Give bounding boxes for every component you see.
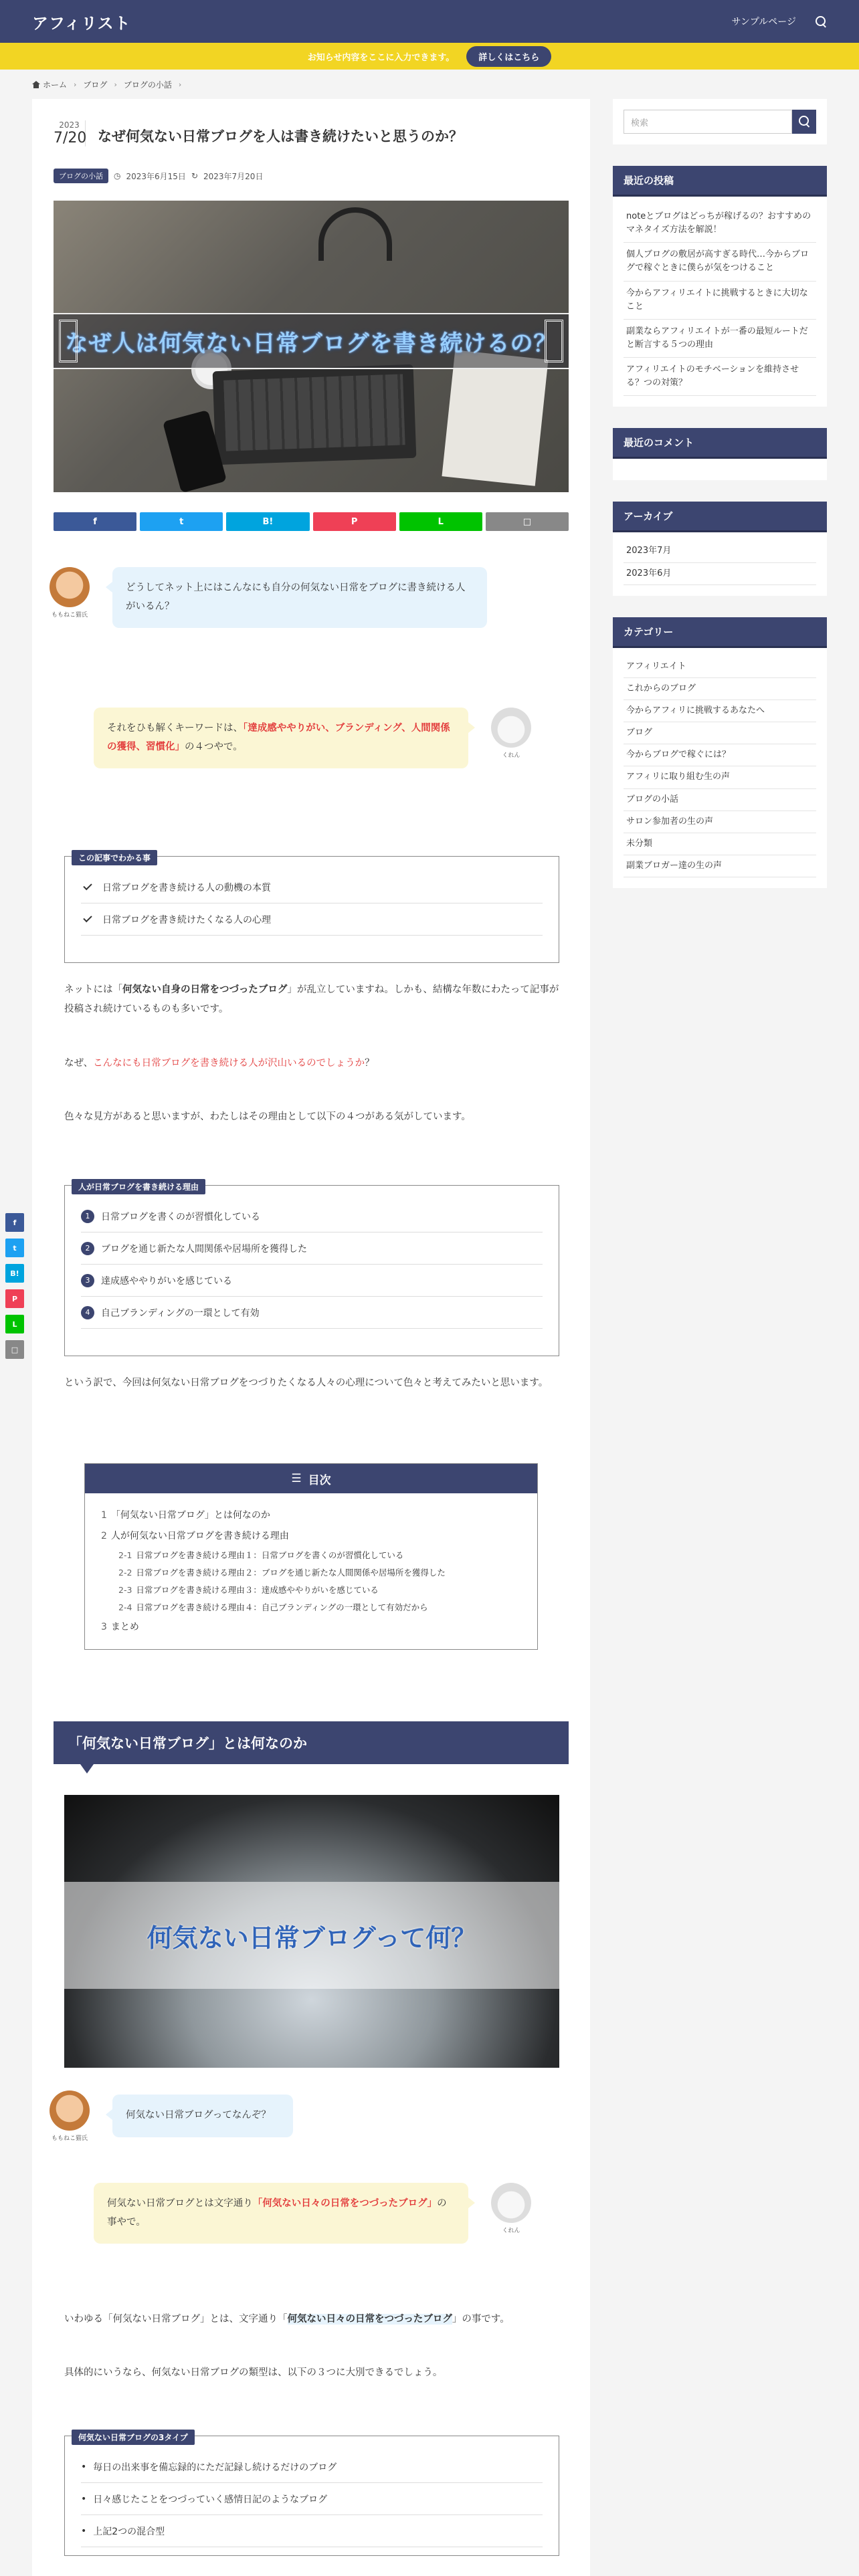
toc-header: ☰ 目次: [85, 1464, 537, 1493]
search-widget: [613, 99, 827, 144]
recent-post-link[interactable]: 副業ならアフィリエイトが一番の最短ルートだと断言する５つの理由: [624, 320, 816, 358]
avatar-label: くれん: [502, 2228, 520, 2234]
toc-subitem[interactable]: 2-1 日常ブログを書き続ける理由１：日常ブログを書くのが習慣化している: [118, 1549, 404, 1560]
types-box: [64, 2433, 559, 2556]
toc-subitem[interactable]: 2-4 日常ブログを書き続ける理由４：自己ブランディングの一環として有効だから: [118, 1602, 428, 1613]
image-band: [64, 1882, 559, 1989]
share-buttons: [54, 512, 569, 531]
share-hatena-button[interactable]: B!: [226, 512, 309, 531]
list-item: 日常ブログを書き続けたくなる人の心理: [81, 903, 543, 936]
float-pocket-button[interactable]: P: [5, 1289, 24, 1308]
reasons-box: [64, 1182, 559, 1356]
list-item: • 日々感じたことをつづっていく感情日記のようなブログ: [81, 2483, 543, 2515]
category-link[interactable]: サロン参加者の生の声: [624, 811, 816, 833]
headphone-shape: [318, 207, 392, 261]
paragraph: なぜ、こんなにも日常ブログを書き続ける人が沢山いるのでしょうか？: [64, 1058, 375, 1069]
category-widget: [613, 617, 827, 888]
toc-subitem[interactable]: 2-2 日常ブログを書き続ける理由２：ブログを通じ新たな人間関係や居場所を獲得した: [118, 1567, 446, 1578]
float-copy-button[interactable]: □: [5, 1340, 24, 1359]
toc-item[interactable]: 3 まとめ: [101, 1621, 139, 1632]
site-header: [0, 0, 859, 43]
paragraph: という訳で、今回は何気ない日常ブログをつづりたくなる人々の心理について色々と考えてみたいと思います。: [64, 1378, 549, 1388]
clock-icon: ◷: [114, 171, 121, 181]
paragraph: 具体的にいうなら、何気ない日常ブログの類型は、以下の３つに大別できるでしょう。: [64, 2367, 443, 2378]
paragraph: ネットには「何気ない自身の日常をつづったブログ」が乱立していますね。しかも、結構な年数にわたって記事が投稿され続けているものも多いです。: [64, 984, 559, 1014]
category-link[interactable]: 副業ブロガー達の生の声: [624, 855, 816, 877]
recent-post-link[interactable]: 個人ブログの敷居が高すぎる時代…今からブログで稼ぐときに僕らが気をつけること: [624, 243, 816, 281]
image-text: 何気ない日常ブログって何？: [147, 1923, 477, 1953]
list-item: 4 自己ブランディングの一環として有効: [81, 1297, 543, 1329]
category-link[interactable]: 今からブログで稼ぐには？: [624, 744, 816, 766]
category-link[interactable]: 今からアフィリに挑戦するあなたへ: [624, 700, 816, 722]
widget-title: カテゴリー: [613, 617, 827, 648]
post-date: [54, 120, 86, 146]
header-nav: [732, 15, 827, 28]
toc-list: [85, 1493, 537, 1649]
chevron-right-icon: ›: [74, 80, 77, 89]
category-link[interactable]: アフィリエイト: [624, 656, 816, 678]
category-link[interactable]: ブログの小話: [624, 789, 816, 811]
notice-bar: [0, 43, 859, 70]
paragraph: 色々な見方があると思いますが、わたしはその理由として以下の４つがある気がしています。: [64, 1111, 471, 1122]
update-icon: ↻: [191, 171, 198, 181]
table-of-contents: [84, 1463, 538, 1650]
eyecatch-band: [54, 313, 569, 369]
float-line-button[interactable]: L: [5, 1315, 24, 1333]
sidebar: [613, 99, 827, 909]
recent-posts-widget: [613, 166, 827, 407]
paragraph: いわゆる「何気ない日常ブログ」とは、文字通り「何気ない日々の日常をつづったブログ」の事です。: [64, 2314, 510, 2325]
float-twitter-button[interactable]: t: [5, 1239, 24, 1257]
toc-item[interactable]: 2 人が何気ない日常ブログを書き続ける理由: [101, 1530, 289, 1541]
eyecatch-text: なぜ人は何気ない日常ブログを書き続けるの？: [65, 330, 557, 357]
nav-sample-page[interactable]: サンプルページ: [731, 17, 796, 27]
section-heading: 「何気ない日常ブログ」とは何なのか: [54, 1721, 569, 1764]
share-facebook-button[interactable]: f: [54, 512, 136, 531]
cat-avatar: [43, 567, 96, 619]
breadcrumb: [0, 70, 859, 99]
recent-post-link[interactable]: noteとブログはどっちが稼げるの？おすすめのマネタイズ方法を解説！: [624, 205, 816, 243]
breadcrumb-category[interactable]: ブログの小話: [123, 80, 172, 90]
category-badge[interactable]: ブログの小話: [54, 169, 108, 183]
toc-subitem[interactable]: 2-3 日常ブログを書き続ける理由３：達成感ややりがいを感じている: [118, 1585, 379, 1596]
list-item: 1 日常ブログを書くのが習慣化している: [81, 1200, 543, 1232]
float-hatena-button[interactable]: B!: [5, 1264, 24, 1283]
search-button[interactable]: [792, 110, 816, 134]
notice-button[interactable]: 詳しくはこちら: [466, 46, 551, 67]
published-date: 2023年6月15日: [126, 171, 186, 181]
share-twitter-button[interactable]: t: [140, 512, 223, 531]
box-title: 何気ない日常ブログの3タイプ: [72, 2430, 195, 2445]
summary-box: [64, 853, 559, 963]
updated-date: 2023年7月20日: [203, 171, 264, 181]
article: [32, 99, 590, 2576]
category-link[interactable]: 未分類: [624, 833, 816, 855]
onigiri-face-icon: [491, 2183, 531, 2223]
speech-bubble: 何気ない日常ブログとは文字通り「何気ない日々の日常をつづったブログ」の事やで。: [94, 2183, 468, 2244]
share-copy-button[interactable]: □: [486, 512, 569, 531]
onigiri-avatar: [484, 708, 538, 759]
widget-title: アーカイブ: [613, 502, 827, 532]
share-line-button[interactable]: L: [399, 512, 482, 531]
avatar-label: くれん: [502, 752, 520, 759]
eyecatch-image: [54, 201, 569, 492]
laptop-shape: [213, 364, 417, 465]
speech-bubble: どうしてネット上にはこんなにも自分の何気ない日常をブログに書き続ける人がいるん？: [112, 567, 487, 628]
widget-title: 最近の投稿: [613, 166, 827, 197]
list-item: • 上記2つの混合型: [81, 2515, 543, 2547]
list-icon: ☰: [291, 1472, 302, 1485]
category-link[interactable]: これからのブログ: [624, 678, 816, 700]
float-facebook-button[interactable]: f: [5, 1213, 24, 1232]
notice-text: お知らせ内容をここに入力できます。: [307, 52, 455, 63]
list-item: 日常ブログを書き続ける人の動機の本質: [81, 871, 543, 903]
speech-bubble: それをひも解くキーワードは、「達成感ややりがい、ブランディング、人間関係の獲得、習慣化」の４つやで。: [94, 708, 468, 768]
chevron-right-icon: ›: [178, 80, 182, 89]
archive-link[interactable]: 2023年7月: [624, 540, 816, 562]
date-month-day: 7/20: [54, 130, 87, 146]
archive-widget: [613, 502, 827, 595]
box-title: この記事でわかる事: [72, 850, 157, 865]
list-item: 3 達成感ややりがいを感じている: [81, 1265, 543, 1297]
check-icon: [83, 881, 92, 890]
category-link[interactable]: ブログ: [624, 722, 816, 744]
onigiri-face-icon: [491, 708, 531, 748]
box-title: 人が日常ブログを書き続ける理由: [72, 1179, 205, 1194]
date-year: 2023: [59, 120, 80, 130]
list-item: 2 ブログを通じ新たな人間関係や居場所を獲得した: [81, 1232, 543, 1265]
speech-bubble: 何気ない日常ブログってなんぞ？: [112, 2095, 293, 2137]
cup-image: [64, 1795, 559, 2068]
post-meta: [54, 169, 263, 183]
search-icon[interactable]: [815, 15, 827, 27]
cat-face-icon: [50, 2090, 90, 2131]
search-input[interactable]: 検索: [624, 110, 792, 134]
recent-post-link[interactable]: 今からアフィリエイトに挑戦するときに大切なこと: [624, 282, 816, 320]
widget-title: 最近のコメント: [613, 428, 827, 459]
cat-face-icon: [50, 567, 90, 607]
avatar-label: ももねこ猫氏: [51, 612, 88, 619]
post-title: なぜ何気ない日常ブログを人は書き続けたいと思うのか？: [98, 128, 463, 144]
site-title[interactable]: アフィリスト: [32, 13, 131, 33]
breadcrumb-home[interactable]: ホーム: [32, 79, 67, 90]
breadcrumb-blog[interactable]: ブログ: [83, 80, 108, 90]
avatar-label: ももねこ猫氏: [51, 2135, 88, 2142]
list-item: • 毎日の出来事を備忘録的にただ記録し続けるだけのブログ: [81, 2451, 543, 2483]
chevron-right-icon: ›: [114, 80, 117, 89]
share-pocket-button[interactable]: P: [313, 512, 396, 531]
recent-post-link[interactable]: アフィリエイトのモチベーションを維持させる？つの対策？: [624, 358, 816, 396]
cat-avatar: [43, 2090, 96, 2142]
notebook-shape: [442, 350, 548, 486]
onigiri-avatar: [484, 2183, 538, 2234]
archive-link[interactable]: 2023年6月: [624, 563, 816, 585]
category-link[interactable]: アフィリに取り組む生の声: [624, 766, 816, 788]
recent-comments-widget: [613, 428, 827, 480]
check-icon: [83, 914, 92, 922]
toc-item[interactable]: 1 「何気ない日常ブログ」とは何なのか: [101, 1510, 270, 1521]
floating-share-bar: [5, 1213, 24, 1366]
home-icon: [32, 81, 40, 88]
